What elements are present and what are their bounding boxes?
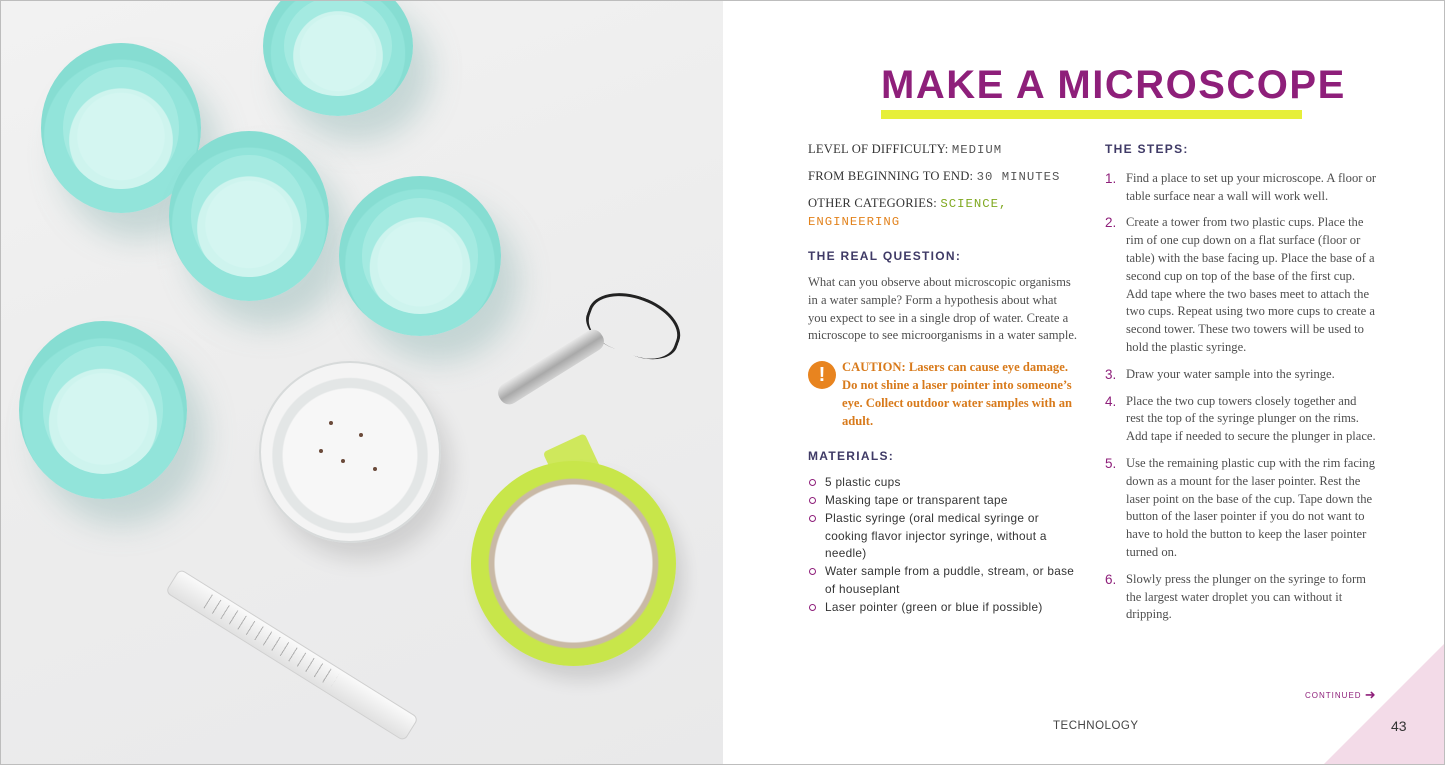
step-text: Create a tower from two plastic cups. Place the rim of one cup down on a flat surface (floor or table) with the base facing up. Place the base of a second cup on top of the base of the first cup. Add tape where the two bases meet to attach the two cups. Repeat using two more cups to create a second tower. These two towers will be used to hold the plastic syringe.	[1126, 215, 1376, 354]
difficulty-value: MEDIUM	[951, 143, 1003, 157]
plastic-syringe	[165, 568, 419, 741]
step-item	[1105, 366, 1377, 384]
step-text: Find a place to set up your microscope. A floor or table surface near a wall will work well.	[1126, 170, 1377, 203]
list-item	[808, 599, 1078, 617]
step-number: 6.	[1105, 571, 1117, 587]
steps-heading: THE STEPS:	[1105, 142, 1189, 156]
bullet-icon	[809, 479, 816, 486]
title-underline	[881, 110, 1302, 119]
water-sample-beaker	[259, 361, 441, 543]
caution-text: CAUTION: Lasers can cause eye damage. Do not shine a laser pointer into someone’s eye. Collect outdoor water samples with an adult.	[842, 360, 1073, 428]
step-text: Use the remaining plastic cup with the rim facing down as a mount for the laser pointer. Rest the laser point on the base of the cup. Tape down the button of the laser pointer if you do not want to have to hold the button to keep the laser pointer turned on.	[1126, 455, 1376, 559]
real-question-heading: THE REAL QUESTION:	[808, 249, 962, 264]
categories-label: OTHER CATEGORIES:	[808, 195, 937, 210]
category-science: SCIENCE,	[940, 196, 1008, 211]
list-item	[808, 474, 1078, 492]
steps-list	[1105, 170, 1377, 624]
page-number: 43	[1391, 718, 1407, 734]
exclamation-icon: !	[808, 361, 836, 389]
footer-section: TECHNOLOGY	[1053, 720, 1139, 732]
step-number: 1.	[1105, 170, 1117, 186]
masking-tape-roll	[471, 461, 676, 666]
category-engineering: ENGINEERING	[808, 215, 901, 230]
continued-label: CONTINUED	[1305, 691, 1362, 700]
corner-decoration	[1324, 644, 1444, 764]
real-question-text: What can you observe about microscopic organisms in a water sample? Form a hypothesis about what you expect to see in a single drop of water. Create a microscope to see microorganisms in a water sample.	[808, 274, 1078, 343]
right-column	[1105, 141, 1377, 633]
step-number: 4.	[1105, 393, 1117, 409]
material-text: Masking tape or transparent tape	[825, 492, 1008, 507]
materials-heading: MATERIALS:	[808, 449, 895, 464]
list-item	[808, 492, 1078, 510]
difficulty-label: LEVEL OF DIFFICULTY:	[808, 142, 949, 156]
continued-link[interactable]	[1305, 687, 1377, 703]
categories-line	[808, 195, 1078, 233]
step-item	[1105, 571, 1377, 624]
bullet-icon	[809, 568, 816, 575]
plastic-cup	[263, 1, 413, 116]
instruction-page	[723, 1, 1444, 764]
material-text: Water sample from a puddle, stream, or base of houseplant	[825, 564, 1075, 596]
material-text: 5 plastic cups	[825, 475, 901, 490]
plastic-cup	[169, 131, 329, 301]
materials-list	[808, 474, 1078, 616]
time-value: 30 MINUTES	[976, 169, 1061, 184]
step-number: 3.	[1105, 366, 1117, 382]
left-column	[808, 141, 1078, 617]
bullet-icon	[809, 497, 816, 504]
arrow-right-icon: ➜	[1364, 687, 1377, 702]
list-item	[808, 563, 1078, 599]
plastic-cup	[339, 176, 501, 336]
page-title: MAKE A MICROSCOPE	[881, 63, 1346, 107]
step-number: 2.	[1105, 215, 1117, 231]
step-item	[1105, 455, 1377, 562]
plastic-cup	[19, 321, 187, 499]
bullet-icon	[809, 515, 816, 522]
difficulty-line	[808, 141, 1078, 160]
material-text: Plastic syringe (oral medical syringe or cooking flavor injector syringe, without a needle)	[825, 510, 1047, 561]
material-text: Laser pointer (green or blue if possible)	[825, 599, 1043, 614]
list-item	[808, 510, 1078, 563]
laser-pointer	[494, 326, 607, 408]
time-label: FROM BEGINNING TO END:	[808, 168, 974, 183]
step-number: 5.	[1105, 455, 1117, 471]
caution-box	[808, 359, 1078, 430]
time-line	[808, 168, 1078, 187]
bullet-icon	[809, 604, 816, 611]
step-text: Slowly press the plunger on the syringe to form the largest water droplet you can without it dripping.	[1126, 571, 1366, 622]
laser-cord	[579, 281, 689, 368]
step-item	[1105, 170, 1377, 206]
materials-photo	[1, 1, 723, 764]
step-text: Draw your water sample into the syringe.	[1126, 366, 1335, 381]
step-item	[1105, 214, 1377, 356]
step-item	[1105, 393, 1377, 446]
step-text: Place the two cup towers closely together and rest the top of the syringe plunger on the rims. Add tape if needed to secure the plunger in place.	[1126, 393, 1376, 444]
